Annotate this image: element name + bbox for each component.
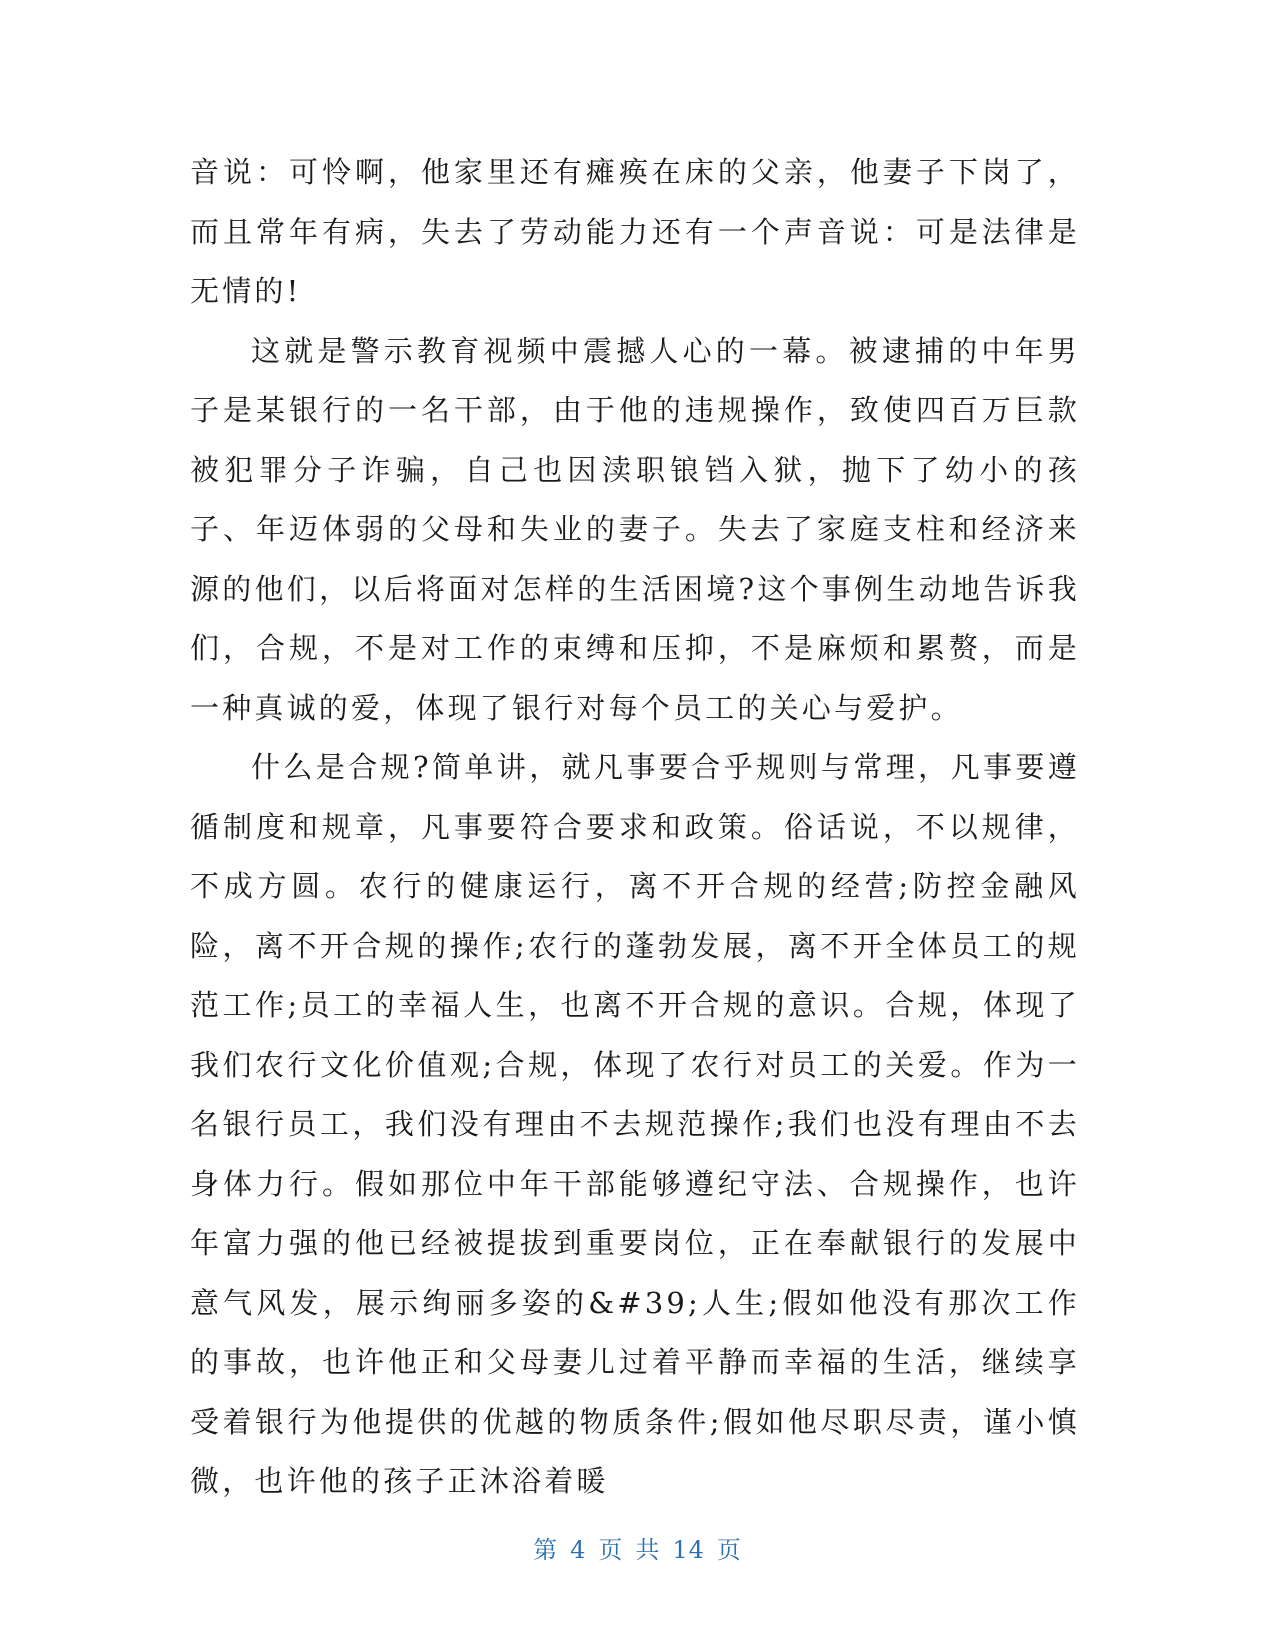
footer-total-pages: 14 xyxy=(672,1536,705,1564)
footer-suffix: 页 xyxy=(716,1536,742,1564)
footer-total-word: 共 xyxy=(635,1536,661,1564)
page-number-footer xyxy=(0,1530,1275,1565)
paragraph-continued: 音说：可怜啊，他家里还有瘫痪在床的父亲，他妻子下岗了，而且常年有病，失去了劳动能力还有一个声音说：可是法律是无情的! xyxy=(190,155,1080,308)
footer-prefix: 第 xyxy=(533,1536,559,1564)
document-body xyxy=(190,143,1080,1512)
footer-current-page: 4 xyxy=(570,1536,587,1564)
paragraph-warning-education: 这就是警示教育视频中震撼人心的一幕。被逮捕的中年男子是某银行的一名干部，由于他的违规操作，致使四百万巨款被犯罪分子诈骗，自己也因渎职锒铛入狱，抛下了幼小的孩子、年迈体弱的父母和失业的妻子。失去了家庭支柱和经济来源的他们，以后将面对怎样的生活困境?这个事例生动地告诉我们，合规，不是对工作的束缚和压抑，不是麻烦和累赘，而是一种真诚的爱，体现了银行对每个员工的关心与爱护。 xyxy=(190,333,1080,725)
paragraph-what-is-compliance: 什么是合规?简单讲，就凡事要合乎规则与常理，凡事要遵循制度和规章，凡事要符合要求和政策。俗话说，不以规律，不成方圆。农行的健康运行，离不开合规的经营;防控金融风险，离不开合规的操作;农行的蓬勃发展，离不开全体员工的规范工作;员工的幸福人生，也离不开合规的意识。合规，体现了我们农行文化价值观;合规，体现了农行对员工的关爱。作为一名银行员工，我们没有理由不去规范操作;我们也没有理由不去身体力行。假如那位中年干部能够遵纪守法、合规操作，也许年富力强的他已经被提拔到重要岗位，正在奉献银行的发展中意气风发，展示绚丽多姿的&#39;人生;假如他没有那次工作的事故，也许他正和父母妻儿过着平静而幸福的生活，继续享受着银行为他提供的优越的物质条件;假如他尽职尽责，谨小慎微，也许他的孩子正沐浴着暖 xyxy=(190,750,1080,1498)
footer-page-word: 页 xyxy=(598,1536,624,1564)
